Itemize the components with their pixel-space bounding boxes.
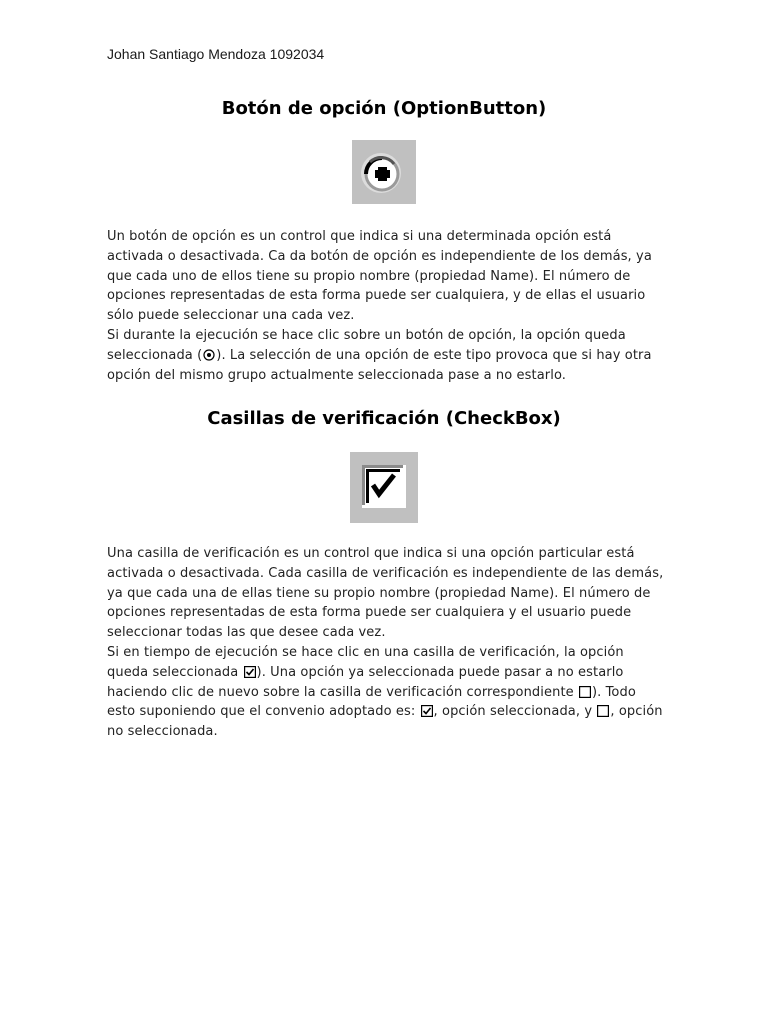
text-fragment: , opción seleccionada, y <box>433 704 597 720</box>
text-line: opciones representadas de esta forma puede ser cualquiera, y de ellas el usuario <box>107 288 646 304</box>
text-fragment: ). La selección de una opción de este tipo provoca que si hay otra <box>216 347 652 363</box>
radio-button-figure <box>352 140 416 204</box>
checkbox-unchecked-icon <box>597 705 609 717</box>
text-line: que cada uno de ellos tiene su propio nombre (propiedad Name). El número de <box>107 268 631 284</box>
text-fragment: ). Una opción ya seleccionada puede pasar a no estarlo <box>256 664 624 680</box>
section-title-option-button: Botón de opción (OptionButton) <box>221 98 547 119</box>
checkbox-checked-icon <box>421 705 433 717</box>
checkbox-unchecked-icon <box>579 686 591 698</box>
text-line: activada o desactivada. Cada casilla de verificación es independiente de las demás, <box>107 565 664 581</box>
radio-selected-icon <box>203 349 215 361</box>
text-line: ya que cada una de ellas tiene su propio nombre (propiedad Name). El número de <box>107 585 651 601</box>
text-line: Una casilla de verificación es un control que indica si una opción particular está <box>107 546 635 561</box>
text-fragment: esto suponiendo que el convenio adoptado es: <box>107 704 420 720</box>
text-line <box>107 683 667 703</box>
text-line: Si durante la ejecución se hace clic sobre un botón de opción, la opción queda <box>107 327 626 343</box>
text-line: opción del mismo grupo actualmente seleccionada pase a no estarlo. <box>107 367 567 383</box>
paragraph-option-button <box>107 227 667 385</box>
checkbox-figure <box>350 452 418 523</box>
text-line: activada o desactivada. Ca da botón de opción es independiente de los demás, ya <box>107 248 652 264</box>
text-fragment: queda seleccionada <box>107 664 243 680</box>
text-line: Un botón de opción es un control que indica si una determinada opción está <box>107 229 612 244</box>
text-line: sólo puede seleccionar una cada vez. <box>107 308 355 324</box>
text-fragment: ). Todo <box>591 684 636 700</box>
author-line: Johan Santiago Mendoza 1092034 <box>107 46 325 62</box>
text-line: opciones representadas de esta forma puede ser cualquiera y el usuario puede <box>107 605 632 621</box>
checkbox-checked-icon <box>244 666 256 678</box>
text-line: seleccionar todas las que desee cada vez. <box>107 625 386 641</box>
radio-button-icon <box>352 140 416 204</box>
paragraph-checkbox <box>107 544 667 742</box>
text-line <box>107 702 667 722</box>
text-fragment: haciendo clic de nuevo sobre la casilla de verificación correspondiente <box>107 684 578 700</box>
checkbox-icon <box>350 452 418 523</box>
text-line: no seleccionada. <box>107 724 218 740</box>
text-line <box>107 663 667 683</box>
section-title-checkbox: Casillas de verificación (CheckBox) <box>207 408 561 429</box>
text-line <box>107 346 667 366</box>
text-line: Si en tiempo de ejecución se hace clic en una casilla de verificación, la opción <box>107 644 624 660</box>
text-fragment: seleccionada ( <box>107 347 203 363</box>
text-fragment: , opción <box>610 704 663 720</box>
